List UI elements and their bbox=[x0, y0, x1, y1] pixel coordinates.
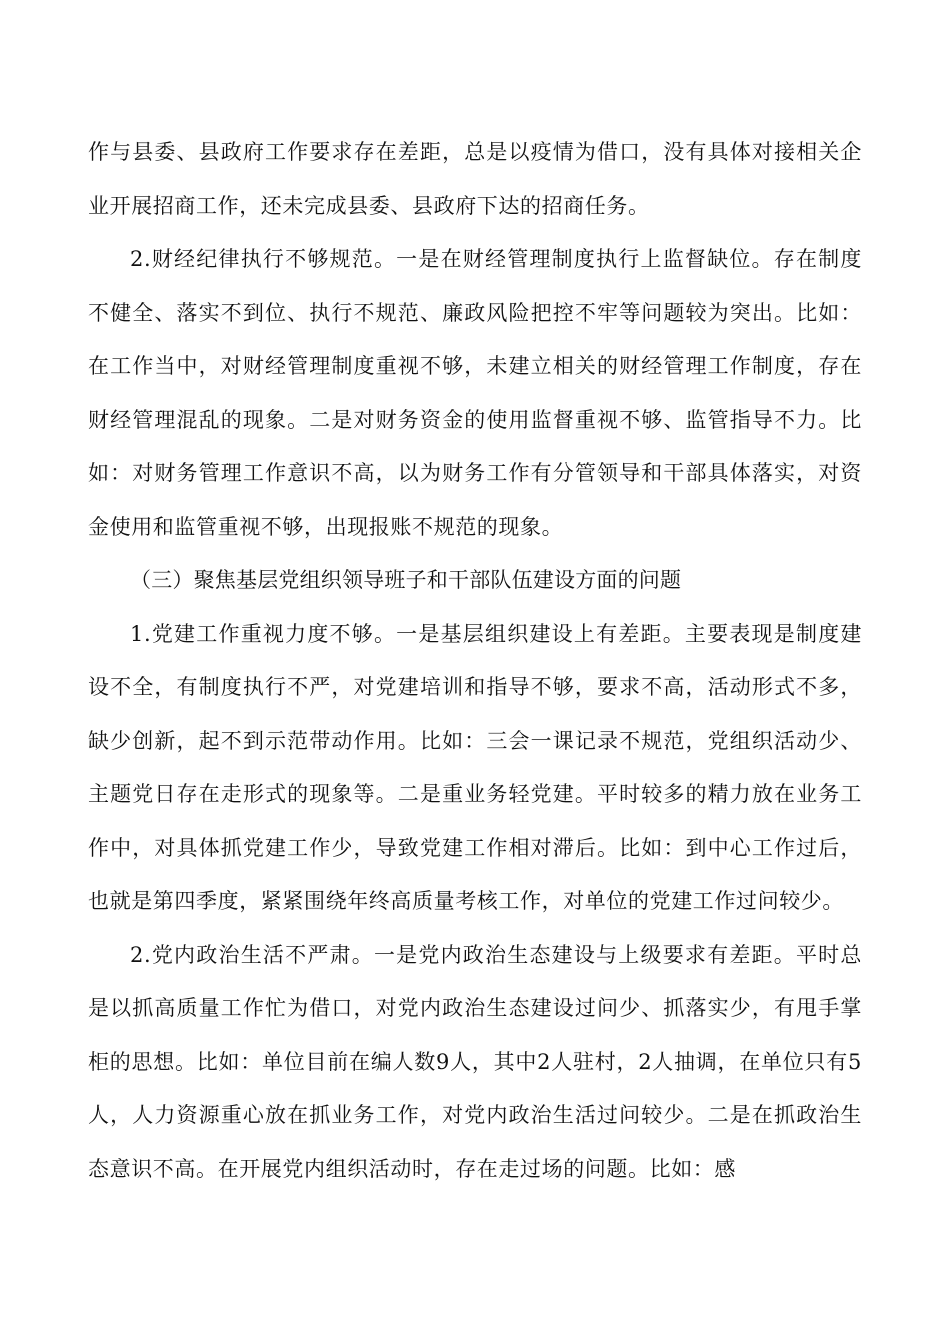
paragraph-inner-party-political-life: 2.党内政治生活不严肃。一是党内政治生态建设与上级要求有差距。平时总是以抓高质量工作忙为借口，对党内政治生态建设过问少、抓落实少，有甩手掌柜的思想。比如：单位目前在编人数9人，其中2人驻村，2人抽调，在单位只有5人，人力资源重心放在抓业务工作，对党内政治生活过问较少。二是在抓政治生态意识不高。在开展党内组织活动时，存在走过场的问题。比如：感 bbox=[88, 942, 862, 1181]
paragraph-continuation: 作与县委、县政府工作要求存在差距，总是以疫情为借口，没有具体对接相关企业开展招商工作，还未完成县委、县政府下达的招商任务。 bbox=[88, 140, 862, 218]
paragraph-party-building-attention: 1.党建工作重视力度不够。一是基层组织建设上有差距。主要表现是制度建设不全，有制度执行不严，对党建培训和指导不够，要求不高，活动形式不多，缺少创新，起不到示范带动作用。比如：三会一课记录不规范，党组织活动少、主题党日存在走形式的现象等。二是重业务轻党建。平时较多的精力放在业务工作中，对具体抓党建工作少，导致党建工作相对滞后。比如：到中心工作过后，也就是第四季度，紧紧围绕年终高质量考核工作，对单位的党建工作过问较少。 bbox=[88, 621, 862, 913]
paragraph-financial-discipline: 2.财经纪律执行不够规范。一是在财经管理制度执行上监督缺位。存在制度不健全、落实不到位、执行不规范、廉政风险把控不牢等问题较为突出。比如：在工作当中，对财经管理制度重视不够，未建立相关的财经管理工作制度，存在财经管理混乱的现象。二是对财务资金的使用监督重视不够、监管指导不力。比如：对财务管理工作意识不高，以为财务工作有分管领导和干部具体落实，对资金使用和监管重视不够，出现报账不规范的现象。 bbox=[88, 247, 862, 539]
section-heading-grassroots-party-organization: （三）聚焦基层党组织领导班子和干部队伍建设方面的问题 bbox=[130, 568, 682, 592]
document-body bbox=[88, 126, 862, 1196]
